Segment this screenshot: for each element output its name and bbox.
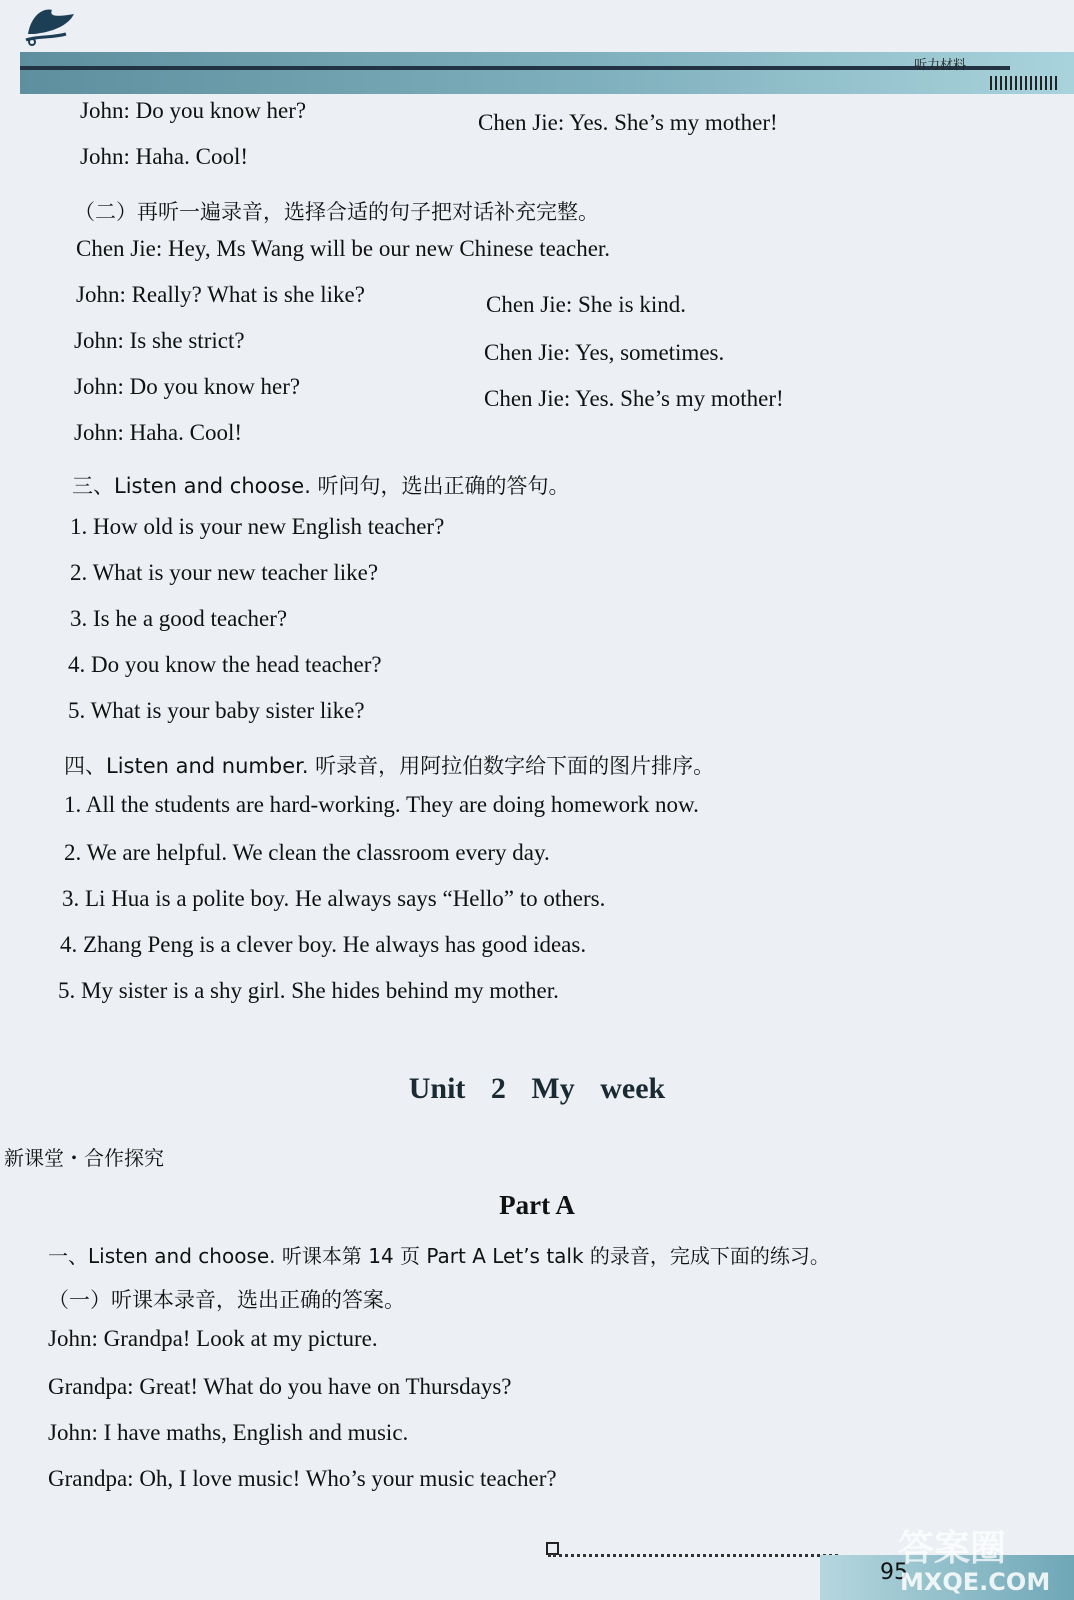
barcode-decoration bbox=[990, 76, 1060, 90]
dialogue-line: Chen Jie: Yes, sometimes. bbox=[484, 340, 725, 365]
part-title: Part A bbox=[499, 1190, 575, 1220]
dialogue-line: John: Is she strict? bbox=[74, 328, 245, 353]
dialogue-line: John: Haha. Cool! bbox=[80, 144, 249, 169]
footer-dotted-rule bbox=[548, 1546, 838, 1557]
list-item: 5. What is your baby sister like? bbox=[68, 698, 365, 723]
section-heading: 四、Listen and number. 听录音，用阿拉伯数字给下面的图片排序。 bbox=[64, 754, 715, 778]
section-heading: 一、Listen and choose. 听课本第 14 页 Part A Let’s talk 的录音，完成下面的练习。 bbox=[48, 1244, 830, 1268]
dialogue-line: Chen Jie: Yes. She’s my mother! bbox=[478, 110, 778, 135]
section-heading: （二）再听一遍录音，选择合适的句子把对话补充完整。 bbox=[74, 200, 599, 224]
page-number: 95 bbox=[880, 1560, 908, 1585]
dialogue-line: John: Do you know her? bbox=[80, 98, 307, 123]
dialogue-line: Chen Jie: Yes. She’s my mother! bbox=[484, 386, 784, 411]
ship-logo-icon bbox=[22, 4, 82, 50]
header-rule bbox=[20, 66, 1010, 70]
dialogue-line: Chen Jie: She is kind. bbox=[486, 292, 686, 317]
dialogue-line: John: I have maths, English and music. bbox=[48, 1420, 409, 1445]
list-item: 1. All the students are hard-working. They are doing homework now. bbox=[64, 792, 699, 817]
list-item: 3. Is he a good teacher? bbox=[70, 606, 288, 631]
section-heading: 三、Listen and choose. 听问句，选出正确的答句。 bbox=[72, 474, 570, 498]
list-item: 4. Do you know the head teacher? bbox=[68, 652, 382, 677]
list-item: 2. We are helpful. We clean the classroom every day. bbox=[64, 840, 550, 865]
dialogue-line: John: Haha. Cool! bbox=[74, 420, 243, 445]
dialogue-line: John: Do you know her? bbox=[74, 374, 301, 399]
list-item: 4. Zhang Peng is a clever boy. He always has good ideas. bbox=[60, 932, 587, 957]
section-subheading: （一）听课本录音，选出正确的答案。 bbox=[48, 1288, 405, 1312]
header-title: 听力材料 bbox=[913, 58, 966, 73]
dialogue-line: John: Grandpa! Look at my picture. bbox=[48, 1326, 378, 1351]
list-item: 3. Li Hua is a polite boy. He always says “Hello” to others. bbox=[62, 886, 606, 911]
watermark: 答案圈 bbox=[898, 1528, 1007, 1569]
dialogue-line: Chen Jie: Hey, Ms Wang will be our new Chinese teacher. bbox=[76, 236, 611, 261]
section-label: 新课堂・合作探究 bbox=[4, 1146, 164, 1170]
dialogue-line: John: Really? What is she like? bbox=[76, 282, 365, 307]
dialogue-line: Grandpa: Great! What do you have on Thursdays? bbox=[48, 1374, 512, 1399]
unit-title: Unit 2 My week bbox=[408, 1072, 666, 1105]
list-item: 2. What is your new teacher like? bbox=[70, 560, 379, 585]
list-item: 5. My sister is a shy girl. She hides behind my mother. bbox=[58, 978, 559, 1003]
watermark-url: MXQE.COM bbox=[900, 1568, 1051, 1596]
list-item: 1. How old is your new English teacher? bbox=[70, 514, 445, 539]
dialogue-line: Grandpa: Oh, I love music! Who’s your music teacher? bbox=[48, 1466, 557, 1491]
